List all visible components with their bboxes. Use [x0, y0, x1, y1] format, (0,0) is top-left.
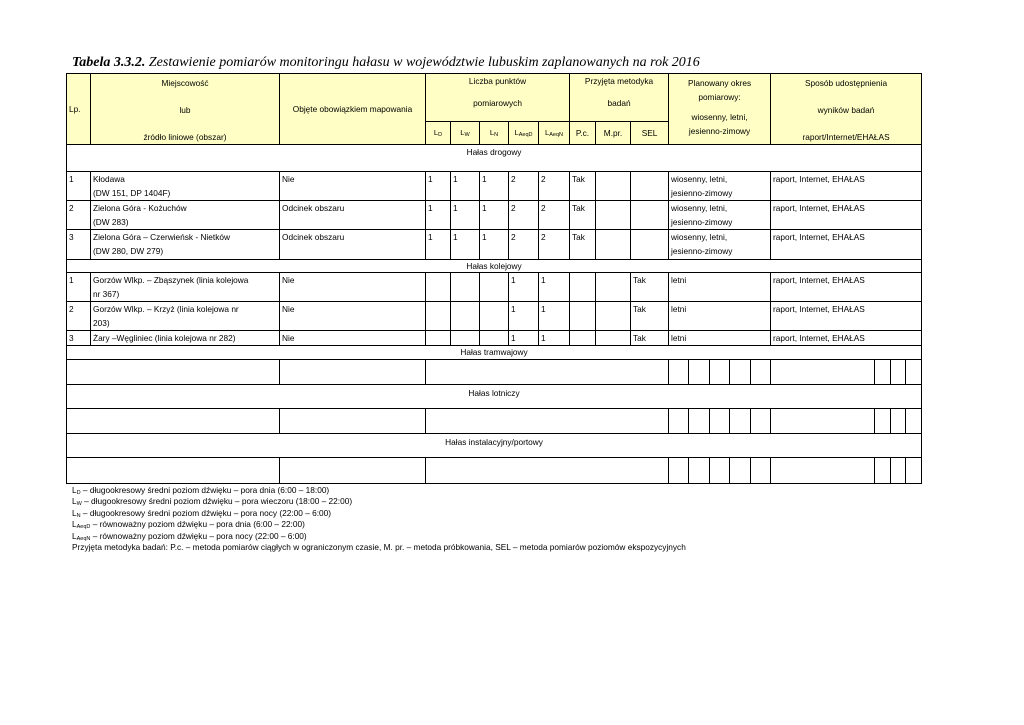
header-sharing-line: raport/Internet/EHAŁAS	[802, 132, 890, 142]
cell-sharing: raport, Internet, EHAŁAS	[771, 273, 922, 302]
cell-location-line: Żary –Węgliniec (linia kolejowa nr 282)	[93, 333, 236, 343]
cell-location-line: nr 367)	[93, 289, 120, 299]
cell-ld	[426, 273, 451, 302]
cell-location-line: Gorzów Wlkp. – Krzyż (linia kolejowa nr	[93, 304, 239, 314]
cell-period	[669, 201, 771, 230]
cell-laeqd: 1	[509, 331, 539, 346]
empty-subcell	[875, 409, 891, 433]
cell-location-line: (DW 283)	[93, 217, 129, 227]
cell-pc: Tak	[570, 230, 596, 260]
table-row	[67, 230, 922, 260]
cell-sharing: raport, Internet, EHAŁAS	[771, 230, 922, 260]
section-row-road	[67, 145, 922, 172]
empty-sharing-grid	[771, 458, 921, 483]
section-row-industrial	[67, 434, 922, 458]
cell-location	[91, 331, 280, 346]
empty-subcell	[906, 409, 921, 433]
header-lp: Lp.	[67, 74, 91, 145]
legend-item-methods	[72, 542, 686, 553]
legend-item-laeqn	[72, 531, 686, 542]
empty-sharing-cell	[771, 360, 922, 385]
cell-lp: 1	[67, 172, 91, 201]
cell-sel	[631, 172, 669, 201]
cell-ld: 1	[426, 201, 451, 230]
empty-subcell	[669, 409, 689, 433]
empty-subcell	[730, 458, 750, 483]
section-row-air	[67, 385, 922, 409]
legend-symbol-sub: AeqN	[76, 535, 91, 542]
cell-laeqd: 1	[509, 273, 539, 302]
cell-ln: 1	[480, 230, 509, 260]
legend-text: Przyjęta metodyka badań: P.c. – metoda pomiarów ciągłych w ograniczonym czasie, M. pr. – metoda próbkowania, SEL – metoda pomiarów poziomów ekspozycyjnych	[72, 542, 686, 553]
cell-sel	[631, 230, 669, 260]
cell-sel	[631, 201, 669, 230]
cell-laeqd: 2	[509, 172, 539, 201]
cell-ld	[426, 331, 451, 346]
legend-symbol: L	[72, 485, 77, 495]
cell-mapping: Nie	[280, 331, 426, 346]
cell-laeqn: 2	[539, 230, 570, 260]
empty-cell	[280, 409, 426, 434]
cell-mpr	[596, 331, 631, 346]
header-mpr: M.pr.	[596, 122, 631, 145]
cell-mpr	[596, 201, 631, 230]
header-ln-main: L	[489, 128, 495, 138]
cell-location-line: Zielona Góra - Kożuchów	[93, 203, 187, 213]
empty-cell	[426, 360, 669, 385]
header-period-line: wiosenny, letni,	[691, 112, 748, 122]
cell-period-line: wiosenny, letni,	[671, 174, 728, 184]
table-title: Zestawienie pomiarów monitoringu hałasu w województwie lubuskim zaplanowanych na rok 2016	[148, 55, 700, 70]
table-row	[67, 331, 922, 346]
empty-subcell	[669, 360, 689, 384]
legend	[72, 485, 686, 553]
cell-mpr	[596, 172, 631, 201]
empty-subcell	[906, 360, 921, 384]
header-period	[669, 74, 771, 145]
header-row-top	[67, 74, 922, 122]
cell-ln: 1	[480, 172, 509, 201]
cell-pc: Tak	[570, 201, 596, 230]
cell-pc: Tak	[570, 172, 596, 201]
cell-laeqn: 2	[539, 172, 570, 201]
cell-laeqn: 1	[539, 331, 570, 346]
header-ld-sub: D	[438, 132, 443, 139]
cell-period-line: wiosenny, letni,	[671, 232, 728, 242]
empty-subcell	[751, 360, 770, 384]
header-location	[91, 74, 280, 145]
empty-subcell	[689, 409, 709, 433]
cell-sel: Tak	[631, 273, 669, 302]
table-row	[67, 172, 922, 201]
cell-mapping: Nie	[280, 172, 426, 201]
empty-subcell	[710, 360, 730, 384]
legend-text: – długookresowy średni poziom dźwięku – pora dnia (6:00 – 18:00)	[80, 485, 330, 495]
cell-pc	[570, 273, 596, 302]
empty-cell	[67, 458, 280, 484]
empty-period-cell	[669, 360, 771, 385]
cell-ln	[480, 273, 509, 302]
empty-period-cell	[669, 458, 771, 484]
cell-location	[91, 273, 280, 302]
empty-subcell	[891, 360, 907, 384]
header-points	[426, 74, 570, 122]
cell-ln	[480, 331, 509, 346]
cell-sharing: raport, Internet, EHAŁAS	[771, 172, 922, 201]
cell-ln	[480, 302, 509, 331]
legend-item-laeqd	[72, 519, 686, 530]
cell-ld	[426, 302, 451, 331]
empty-sharing-grid	[771, 360, 921, 384]
legend-symbol-sub: D	[76, 490, 81, 496]
header-method	[570, 74, 669, 122]
header-lw-main: L	[460, 128, 465, 138]
cell-sharing: raport, Internet, EHAŁAS	[771, 302, 922, 331]
table-number: Tabela 3.3.2.	[72, 55, 146, 70]
header-points-line: pomiarowych	[473, 98, 522, 108]
cell-period-line: letni	[671, 304, 687, 314]
header-period-line: Planowany okres	[687, 78, 752, 88]
cell-period-line: jesienno-zimowy	[671, 188, 733, 198]
cell-sharing: raport, Internet, EHAŁAS	[771, 331, 922, 346]
cell-lw	[451, 331, 480, 346]
section-row-rail	[67, 260, 922, 273]
cell-period-line: jesienno-zimowy	[671, 246, 733, 256]
cell-lw: 1	[451, 230, 480, 260]
header-points-line: Liczba punktów	[468, 76, 527, 86]
cell-mapping: Odcinek obszaru	[280, 201, 426, 230]
header-period-line: pomiarowy:	[698, 92, 741, 102]
cell-pc	[570, 302, 596, 331]
legend-symbol-sub: AeqD	[76, 524, 91, 531]
section-air-label: Hałas lotniczy	[67, 385, 922, 409]
empty-subcell	[689, 360, 709, 384]
legend-text: – równoważny poziom dźwięku – pora dnia (6:00 – 22:00)	[90, 519, 305, 530]
table-row	[67, 273, 922, 302]
cell-ln: 1	[480, 201, 509, 230]
header-mapping: Objęte obowiązkiem mapowania	[280, 74, 426, 145]
cell-lw	[451, 273, 480, 302]
empty-sharing-cell	[771, 458, 922, 484]
header-pc: P.c.	[570, 122, 596, 145]
empty-subcell	[875, 458, 891, 483]
cell-period	[669, 302, 771, 331]
cell-sel: Tak	[631, 302, 669, 331]
empty-cell	[67, 409, 280, 434]
empty-subcell	[689, 458, 709, 483]
empty-subcell	[891, 409, 907, 433]
table-caption	[72, 55, 700, 71]
header-method-line: Przyjęta metodyka	[584, 76, 654, 86]
cell-laeqd: 2	[509, 230, 539, 260]
empty-subcell	[669, 458, 689, 483]
empty-subcell	[771, 409, 875, 433]
empty-period-grid	[669, 458, 770, 483]
section-rail-label: Hałas kolejowy	[67, 260, 922, 273]
legend-symbol: L	[72, 496, 77, 507]
cell-location-line: Zielona Góra – Czerwieńsk - Nietków	[93, 232, 230, 242]
header-method-line: badań	[607, 98, 631, 108]
cell-mapping: Nie	[280, 302, 426, 331]
cell-period-line: letni	[671, 333, 687, 343]
cell-location-line: Gorzów Wlkp. – Zbąszynek (linia kolejowa	[93, 275, 249, 285]
header-laeqd	[509, 122, 539, 145]
table-row	[67, 302, 922, 331]
monitoring-table	[66, 73, 922, 484]
empty-sharing-grid	[771, 409, 921, 433]
cell-sel: Tak	[631, 331, 669, 346]
cell-period	[669, 230, 771, 260]
empty-row	[67, 409, 922, 434]
cell-mapping: Nie	[280, 273, 426, 302]
legend-item-lw	[72, 496, 686, 507]
empty-row	[67, 458, 922, 484]
empty-subcell	[710, 409, 730, 433]
header-lw	[451, 122, 480, 145]
empty-subcell	[771, 458, 875, 483]
section-tram-label: Hałas tramwajowy	[67, 346, 922, 360]
section-row-tram	[67, 346, 922, 360]
cell-period-line: wiosenny, letni,	[671, 203, 728, 213]
empty-cell	[280, 458, 426, 484]
cell-location	[91, 172, 280, 201]
empty-cell	[426, 458, 669, 484]
empty-subcell	[730, 409, 750, 433]
empty-period-grid	[669, 409, 770, 433]
header-laeqn-main: L	[545, 128, 550, 138]
cell-laeqn: 1	[539, 273, 570, 302]
cell-lp: 2	[67, 302, 91, 331]
cell-ld: 1	[426, 172, 451, 201]
header-lw-sub: W	[464, 132, 470, 139]
cell-location	[91, 201, 280, 230]
empty-subcell	[710, 458, 730, 483]
cell-ld: 1	[426, 230, 451, 260]
empty-subcell	[771, 360, 875, 384]
empty-period-grid	[669, 360, 770, 384]
legend-text: – równoważny poziom dźwięku – pora nocy (22:00 – 6:00)	[90, 530, 307, 541]
cell-lw: 1	[451, 201, 480, 230]
cell-mpr	[596, 230, 631, 260]
legend-symbol: L	[72, 519, 77, 530]
empty-cell	[280, 360, 426, 385]
cell-period-line: jesienno-zimowy	[671, 217, 733, 227]
empty-subcell	[891, 458, 907, 483]
header-laeqn-sub: AeqN	[549, 132, 563, 139]
cell-lp: 3	[67, 331, 91, 346]
cell-sharing: raport, Internet, EHAŁAS	[771, 201, 922, 230]
legend-item-ld	[72, 485, 686, 496]
header-sharing-line: Sposób udostępnienia	[804, 78, 888, 88]
header-sharing	[771, 74, 922, 145]
legend-item-ln	[72, 508, 686, 519]
empty-cell	[426, 409, 669, 434]
header-ln-sub: N	[494, 132, 499, 139]
section-road-label: Hałas drogowy	[67, 145, 922, 172]
legend-symbol: L	[72, 507, 77, 518]
header-location-line: źródło liniowe (obszar)	[143, 132, 227, 142]
empty-cell	[67, 360, 280, 385]
header-ld-main: L	[433, 128, 439, 138]
cell-period	[669, 331, 771, 346]
legend-symbol-sub: W	[76, 501, 82, 508]
empty-period-cell	[669, 409, 771, 434]
cell-location-line: (DW 151, DP 1404F)	[93, 188, 171, 198]
cell-location	[91, 302, 280, 331]
empty-sharing-cell	[771, 409, 922, 434]
legend-text: – długookresowy średni poziom dźwięku – pora wieczoru (18:00 – 22:00)	[81, 496, 353, 507]
header-laeqd-sub: AeqD	[518, 132, 533, 139]
header-sel: SEL	[631, 122, 669, 145]
header-period-line: jesienno-zimowy	[688, 126, 751, 136]
cell-mpr	[596, 302, 631, 331]
cell-location-line: 203)	[93, 318, 110, 328]
cell-location	[91, 230, 280, 260]
empty-subcell	[730, 360, 750, 384]
cell-period-line: letni	[671, 275, 687, 285]
empty-subcell	[875, 360, 891, 384]
cell-pc	[570, 331, 596, 346]
cell-location-line: (DW 280, DW 279)	[93, 246, 164, 256]
cell-laeqd: 1	[509, 302, 539, 331]
cell-location-line: Kłodawa	[93, 174, 125, 184]
header-ln	[480, 122, 509, 145]
empty-subcell	[906, 458, 921, 483]
empty-subcell	[751, 458, 770, 483]
cell-period	[669, 172, 771, 201]
section-industrial-label: Hałas instalacyjny/portowy	[67, 434, 922, 458]
cell-mapping: Odcinek obszaru	[280, 230, 426, 260]
header-sharing-line: wyników badań	[817, 105, 875, 115]
header-ld	[426, 122, 451, 145]
empty-row	[67, 360, 922, 385]
header-location-line: Miejscowość	[161, 78, 209, 88]
cell-lp: 1	[67, 273, 91, 302]
legend-symbol-sub: N	[76, 512, 81, 519]
cell-laeqd: 2	[509, 201, 539, 230]
header-laeqd-main: L	[514, 128, 519, 138]
cell-lw	[451, 302, 480, 331]
header-location-line: lub	[179, 105, 191, 115]
legend-symbol: L	[72, 530, 77, 541]
cell-lp: 2	[67, 201, 91, 230]
table-row	[67, 201, 922, 230]
cell-mpr	[596, 273, 631, 302]
cell-period	[669, 273, 771, 302]
header-laeqn	[539, 122, 570, 145]
legend-text: – długookresowy średni poziom dźwięku – pora nocy (22:00 – 6:00)	[80, 507, 332, 518]
cell-lw: 1	[451, 172, 480, 201]
cell-lp: 3	[67, 230, 91, 260]
cell-laeqn: 1	[539, 302, 570, 331]
empty-subcell	[751, 409, 770, 433]
cell-laeqn: 2	[539, 201, 570, 230]
